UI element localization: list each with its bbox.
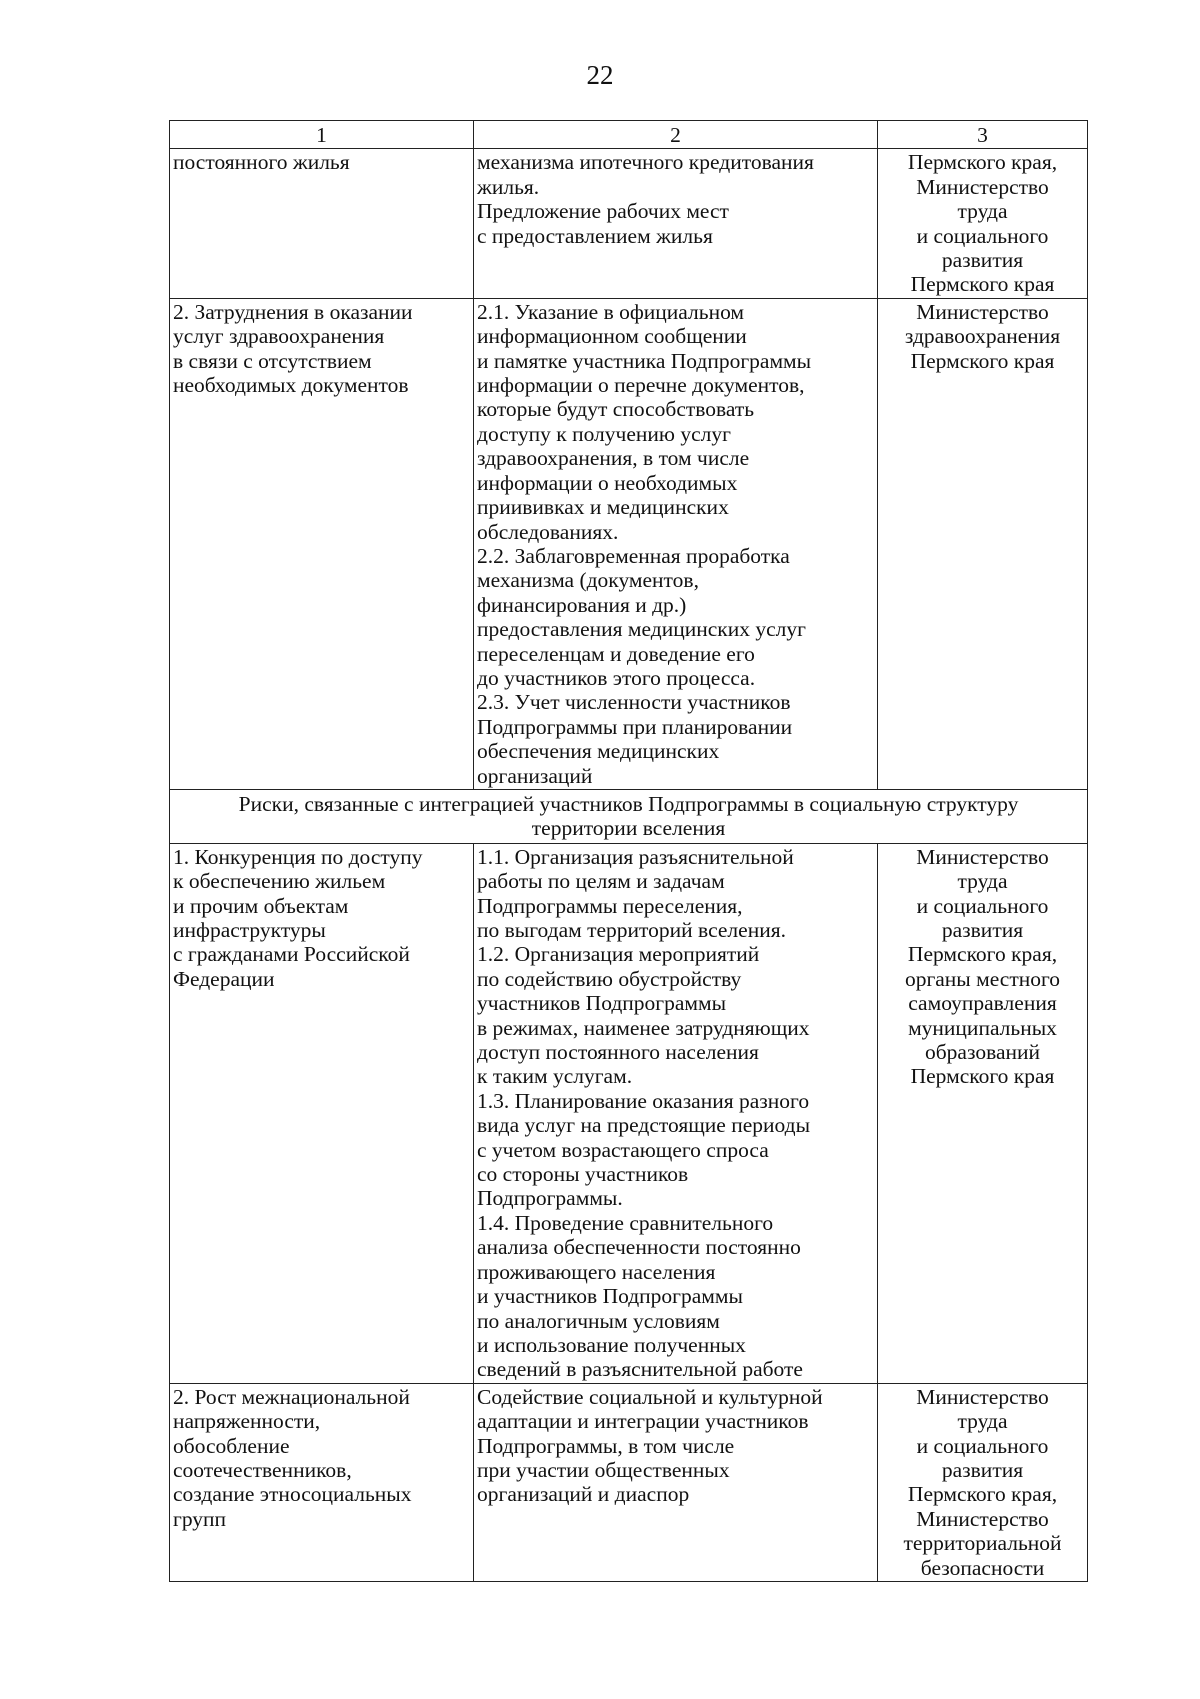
measures-cell: Содействие социальной и культурной адаптации и интеграции участников Подпрограммы, в том числе при участии общественных организаций и диаспор [474, 1383, 878, 1581]
responsible-cell: Министерство здравоохранения Пермского края [878, 298, 1088, 789]
column-header-3: 3 [878, 121, 1088, 149]
measures-cell: механизма ипотечного кредитования жилья. Предложение рабочих мест с предоставлением жилья [474, 149, 878, 298]
risk-cell: 2. Рост межнациональной напряженности, обособление соотечественников, создание этносоциальных групп [170, 1383, 474, 1581]
table-row [170, 298, 1088, 789]
table-row [170, 843, 1088, 1383]
page-number: 22 [586, 60, 614, 90]
measures-cell: 2.1. Указание в официальном информационном сообщении и памятке участника Подпрограммы информации о перечне документов, которые будут способствовать доступу к получению услуг здравоохранения, в том числе информации о необходимых приививках и медицинских обследованиях. 2.2. Заблаговременная проработка механизма (документов, финансирования и др.) предоставления медицинских услуг переселенцам и доведение его до участников этого процесса. 2.3. Учет численности участников Подпрограммы при планировании обеспечения медицинских организаций [474, 298, 878, 789]
responsible-cell: Министерство труда и социального развития Пермского края, органы местного самоуправления муниципальных образований Пермского края [878, 843, 1088, 1383]
risk-cell: 1. Конкуренция по доступу к обеспечению жильем и прочим объектам инфраструктуры с гражданами Российской Федерации [170, 843, 474, 1383]
table-row [170, 1383, 1088, 1581]
responsible-cell: Министерство труда и социального развития Пермского края, Министерство территориальной безопасности [878, 1383, 1088, 1581]
risk-measures-table [169, 120, 1088, 1582]
section-header-row [170, 789, 1088, 843]
column-header-1: 1 [170, 121, 474, 149]
section-title: Риски, связанные с интеграцией участников Подпрограммы в социальную структуру территории вселения [170, 789, 1088, 843]
table-row [170, 149, 1088, 298]
measures-cell: 1.1. Организация разъяснительной работы по целям и задачам Подпрограммы переселения, по выгодам территорий вселения. 1.2. Организация мероприятий по содействию обустройству участников Подпрограммы в режимах, наименее затрудняющих доступ постоянного населения к таким услугам. 1.3. Планирование оказания разного вида услуг на предстоящие периоды с учетом возрастающего спроса со стороны участников Подпрограммы. 1.4. Проведение сравнительного анализа обеспеченности постоянно проживающего населения и участников Подпрограммы по аналогичным условиям и использование полученных сведений в разъяснительной работе [474, 843, 878, 1383]
risk-cell: 2. Затруднения в оказании услуг здравоохранения в связи с отсутствием необходимых документов [170, 298, 474, 789]
responsible-cell: Пермского края, Министерство труда и социального развития Пермского края [878, 149, 1088, 298]
column-header-2: 2 [474, 121, 878, 149]
table-header-row [170, 121, 1088, 149]
risk-cell: постоянного жилья [170, 149, 474, 298]
